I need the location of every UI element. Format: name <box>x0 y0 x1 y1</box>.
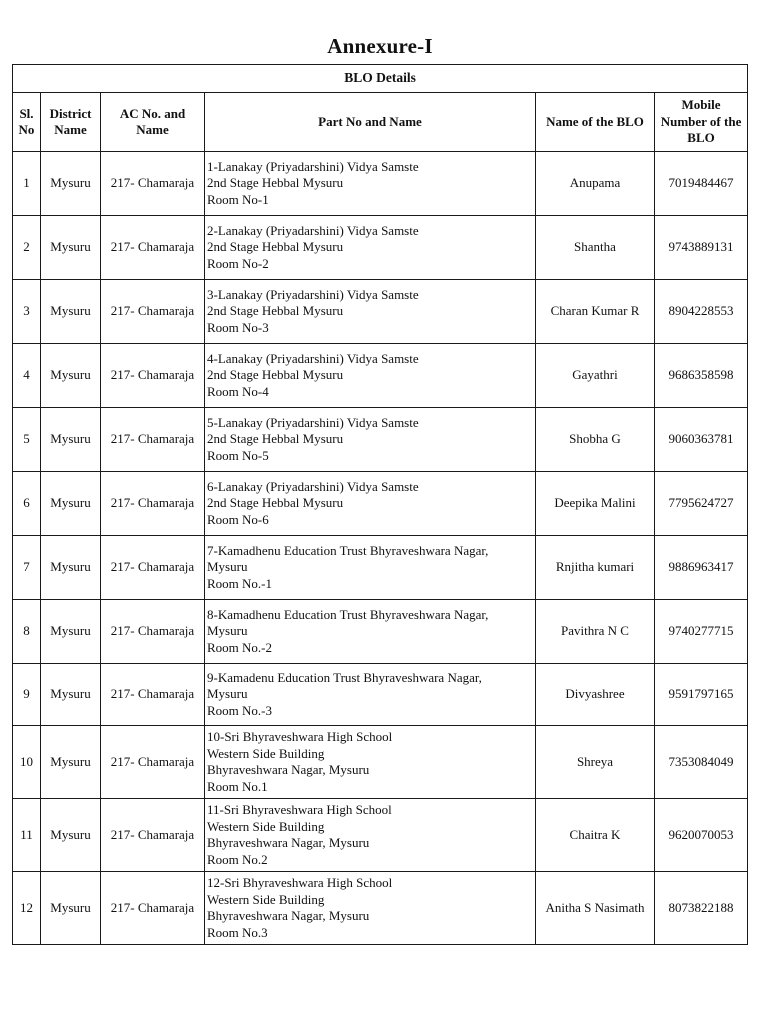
cell-mobile: 8904228553 <box>655 280 748 344</box>
column-header-part: Part No and Name <box>205 93 536 152</box>
cell-sl-no: 7 <box>13 536 41 600</box>
cell-ac: 217- Chamaraja <box>101 664 205 726</box>
cell-blo-name: Anupama <box>536 152 655 216</box>
table-header-row <box>13 93 748 152</box>
column-header-sl-no: Sl. No <box>13 93 41 152</box>
table-row <box>13 280 748 344</box>
cell-ac: 217- Chamaraja <box>101 536 205 600</box>
cell-blo-name: Deepika Malini <box>536 472 655 536</box>
cell-mobile: 9740277715 <box>655 600 748 664</box>
cell-sl-no: 12 <box>13 872 41 945</box>
table-row <box>13 408 748 472</box>
cell-sl-no: 1 <box>13 152 41 216</box>
cell-part: 7-Kamadhenu Education Trust Bhyraveshwara Nagar, Mysuru Room No.-1 <box>205 536 536 600</box>
cell-district: Mysuru <box>41 472 101 536</box>
cell-sl-no: 3 <box>13 280 41 344</box>
cell-part: 9-Kamadenu Education Trust Bhyraveshwara Nagar, Mysuru Room No.-3 <box>205 664 536 726</box>
column-header-mobile: Mobile Number of the BLO <box>655 93 748 152</box>
cell-district: Mysuru <box>41 872 101 945</box>
cell-mobile: 8073822188 <box>655 872 748 945</box>
cell-blo-name: Chaitra K <box>536 799 655 872</box>
cell-blo-name: Shobha G <box>536 408 655 472</box>
cell-part: 10-Sri Bhyraveshwara High School Western Side Building Bhyraveshwara Nagar, Mysuru Room No.1 <box>205 726 536 799</box>
cell-district: Mysuru <box>41 344 101 408</box>
cell-district: Mysuru <box>41 408 101 472</box>
cell-district: Mysuru <box>41 536 101 600</box>
cell-blo-name: Shantha <box>536 216 655 280</box>
cell-part: 2-Lanakay (Priyadarshini) Vidya Samste 2nd Stage Hebbal Mysuru Room No-2 <box>205 216 536 280</box>
cell-mobile: 9620070053 <box>655 799 748 872</box>
cell-sl-no: 9 <box>13 664 41 726</box>
cell-blo-name: Pavithra N C <box>536 600 655 664</box>
table-row <box>13 664 748 726</box>
table-row <box>13 344 748 408</box>
cell-district: Mysuru <box>41 600 101 664</box>
cell-blo-name: Shreya <box>536 726 655 799</box>
cell-mobile: 7795624727 <box>655 472 748 536</box>
cell-district: Mysuru <box>41 280 101 344</box>
cell-ac: 217- Chamaraja <box>101 344 205 408</box>
cell-ac: 217- Chamaraja <box>101 280 205 344</box>
cell-ac: 217- Chamaraja <box>101 216 205 280</box>
cell-part: 5-Lanakay (Priyadarshini) Vidya Samste 2nd Stage Hebbal Mysuru Room No-5 <box>205 408 536 472</box>
cell-sl-no: 8 <box>13 600 41 664</box>
column-header-ac: AC No. and Name <box>101 93 205 152</box>
cell-ac: 217- Chamaraja <box>101 152 205 216</box>
cell-district: Mysuru <box>41 799 101 872</box>
cell-ac: 217- Chamaraja <box>101 408 205 472</box>
cell-mobile: 9060363781 <box>655 408 748 472</box>
table-row <box>13 726 748 799</box>
table-row <box>13 216 748 280</box>
column-header-district: District Name <box>41 93 101 152</box>
cell-ac: 217- Chamaraja <box>101 872 205 945</box>
cell-part: 6-Lanakay (Priyadarshini) Vidya Samste 2nd Stage Hebbal Mysuru Room No-6 <box>205 472 536 536</box>
cell-mobile: 7019484467 <box>655 152 748 216</box>
cell-sl-no: 5 <box>13 408 41 472</box>
cell-blo-name: Divyashree <box>536 664 655 726</box>
table-caption-row <box>13 65 748 93</box>
cell-ac: 217- Chamaraja <box>101 799 205 872</box>
cell-district: Mysuru <box>41 152 101 216</box>
cell-ac: 217- Chamaraja <box>101 726 205 799</box>
table-row <box>13 600 748 664</box>
cell-district: Mysuru <box>41 664 101 726</box>
cell-blo-name: Gayathri <box>536 344 655 408</box>
cell-part: 12-Sri Bhyraveshwara High School Western Side Building Bhyraveshwara Nagar, Mysuru Room No.3 <box>205 872 536 945</box>
cell-district: Mysuru <box>41 216 101 280</box>
cell-sl-no: 2 <box>13 216 41 280</box>
cell-mobile: 9743889131 <box>655 216 748 280</box>
cell-ac: 217- Chamaraja <box>101 472 205 536</box>
cell-ac: 217- Chamaraja <box>101 600 205 664</box>
cell-sl-no: 11 <box>13 799 41 872</box>
cell-part: 1-Lanakay (Priyadarshini) Vidya Samste 2nd Stage Hebbal Mysuru Room No-1 <box>205 152 536 216</box>
cell-mobile: 7353084049 <box>655 726 748 799</box>
table-row <box>13 799 748 872</box>
blo-details-table <box>12 64 748 945</box>
cell-district: Mysuru <box>41 726 101 799</box>
cell-sl-no: 10 <box>13 726 41 799</box>
table-caption: BLO Details <box>13 65 748 93</box>
cell-part: 8-Kamadhenu Education Trust Bhyraveshwara Nagar, Mysuru Room No.-2 <box>205 600 536 664</box>
column-header-blo-name: Name of the BLO <box>536 93 655 152</box>
page-title: Annexure-I <box>327 34 433 58</box>
cell-sl-no: 4 <box>13 344 41 408</box>
table-row <box>13 536 748 600</box>
cell-blo-name: Anitha S Nasimath <box>536 872 655 945</box>
table-row <box>13 872 748 945</box>
cell-sl-no: 6 <box>13 472 41 536</box>
cell-part: 11-Sri Bhyraveshwara High School Western Side Building Bhyraveshwara Nagar, Mysuru Room No.2 <box>205 799 536 872</box>
cell-blo-name: Rnjitha kumari <box>536 536 655 600</box>
cell-mobile: 9686358598 <box>655 344 748 408</box>
cell-part: 3-Lanakay (Priyadarshini) Vidya Samste 2nd Stage Hebbal Mysuru Room No-3 <box>205 280 536 344</box>
cell-blo-name: Charan Kumar R <box>536 280 655 344</box>
table-row <box>13 152 748 216</box>
cell-part: 4-Lanakay (Priyadarshini) Vidya Samste 2nd Stage Hebbal Mysuru Room No-4 <box>205 344 536 408</box>
table-row <box>13 472 748 536</box>
cell-mobile: 9591797165 <box>655 664 748 726</box>
cell-mobile: 9886963417 <box>655 536 748 600</box>
